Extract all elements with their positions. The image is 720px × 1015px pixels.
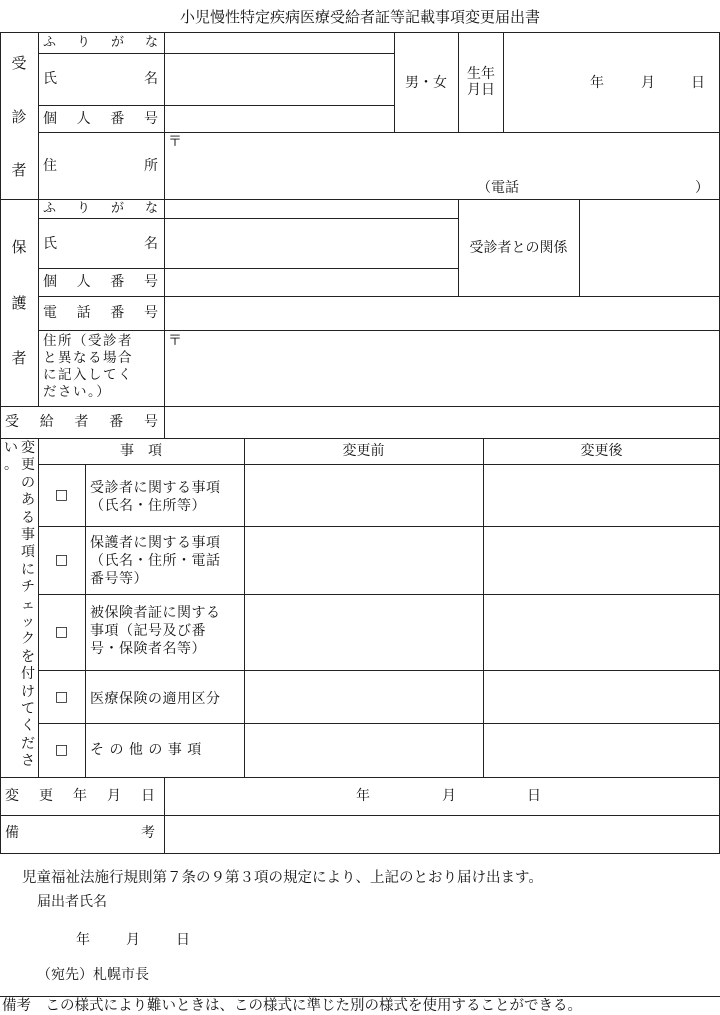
patient-phone-label: （電話 — [477, 180, 519, 196]
change-date-field[interactable] — [166, 778, 719, 814]
patient-name-label: 氏 名 — [43, 71, 158, 87]
change-item-checkbox[interactable]: □ — [54, 624, 69, 640]
patient-birth-month-unit: 月 — [641, 75, 655, 91]
patient-address-field[interactable] — [166, 150, 719, 176]
change-before-field[interactable] — [246, 672, 482, 722]
change-item-checkbox[interactable]: □ — [54, 487, 69, 503]
declaration-addressee: （宛先）札幌市長 — [37, 967, 149, 983]
recipient-number-field[interactable] — [166, 407, 719, 437]
patient-address-label: 住 所 — [43, 158, 158, 174]
change-date-label: 変 更 年 月 日 — [5, 788, 155, 804]
change-after-field[interactable] — [485, 596, 718, 669]
remarks-label: 備 考 — [5, 825, 155, 841]
change-item-label: 保護者に関する事項 （氏名・住所・電話 番号等） — [90, 535, 221, 588]
patient-birthdate-label — [459, 66, 503, 98]
footnote: 備考 この様式により難いときは、この様式に準じた別の様式を使用することができる。 — [2, 998, 582, 1014]
patient-birthdate-text: 生年月日 — [467, 66, 495, 99]
patient-furigana-label: ふ り が な — [43, 35, 158, 50]
guardian-mynumber-field[interactable] — [166, 269, 457, 295]
guardian-address-field[interactable] — [166, 350, 719, 404]
declaration-day-unit: 日 — [176, 932, 190, 948]
patient-phone-close: ） — [695, 180, 709, 196]
change-item-label: 受診者に関する事項 （氏名・住所等） — [90, 480, 221, 515]
guardian-address-label: 住所（受診者 と異なる場合 に記入してく ださい。） — [43, 333, 133, 400]
guardian-section-label: 保 護 者 — [11, 238, 27, 367]
change-after-field[interactable] — [485, 725, 718, 776]
guardian-postal-mark: 〒 — [168, 333, 182, 349]
declaration-year-unit: 年 — [76, 932, 90, 948]
change-date-year-unit: 年 — [356, 788, 370, 804]
change-after-field[interactable] — [485, 528, 718, 593]
patient-phone-field[interactable] — [522, 178, 692, 196]
change-before-field[interactable] — [246, 596, 482, 669]
patient-furigana-field[interactable] — [166, 33, 393, 52]
changes-side-note — [2, 441, 38, 775]
change-item-label: そ の 他 の 事 項 — [90, 742, 202, 758]
guardian-furigana-field[interactable] — [166, 200, 457, 217]
patient-name-field[interactable] — [166, 54, 393, 104]
patient-postal-mark: 〒 — [168, 134, 182, 150]
change-after-field[interactable] — [485, 466, 718, 525]
guardian-relation-label: 受診者との関係 — [469, 240, 568, 256]
patient-birth-year-unit: 年 — [590, 75, 604, 91]
change-date-month-unit: 月 — [442, 788, 456, 804]
change-date-day-unit: 日 — [527, 788, 541, 804]
changes-col-item: 事 項 — [120, 443, 162, 459]
change-item-checkbox[interactable]: □ — [54, 742, 69, 758]
declaration-month-unit: 月 — [126, 932, 140, 948]
change-before-field[interactable] — [246, 725, 482, 776]
change-before-field[interactable] — [246, 528, 482, 593]
recipient-number-label: 受 給 者 番 号 — [5, 414, 158, 430]
changes-col-before: 変更前 — [342, 443, 385, 459]
guardian-phone-field[interactable] — [166, 297, 719, 329]
patient-mynumber-label: 個 人 番 号 — [43, 111, 158, 127]
form-title: 小児慢性特定疾病医療受給者証等記載事項変更届出書 — [179, 8, 540, 26]
declaration-statement: 児童福祉法施行規則第７条の９第３項の規定により、上記のとおり届け出ます。 — [22, 870, 543, 886]
change-after-field[interactable] — [485, 672, 718, 722]
guardian-furigana-label: ふ り が な — [43, 201, 158, 216]
patient-birth-day-unit: 日 — [691, 75, 705, 91]
guardian-relation-field[interactable] — [581, 200, 718, 295]
changes-side-note-text: 変 更 の あ る 事 項 に チ ェ ッ ク を 付 け て く だ さ い 。 — [4, 440, 35, 770]
guardian-name-label: 氏 名 — [43, 236, 158, 252]
patient-mynumber-field[interactable] — [166, 106, 393, 131]
patient-sex-selector[interactable]: 男・女 — [405, 75, 447, 91]
submitter-name-label: 届出者氏名 — [37, 894, 107, 910]
guardian-mynumber-label: 個 人 番 号 — [43, 274, 158, 290]
remarks-field[interactable] — [166, 816, 719, 852]
changes-col-after: 変更後 — [580, 443, 623, 459]
submitter-name-field[interactable] — [120, 890, 520, 912]
change-before-field[interactable] — [246, 466, 482, 525]
change-item-checkbox[interactable]: □ — [54, 552, 69, 568]
change-item-label: 被保険者証に関する 事項（記号及び番 号・保険者名等） — [90, 605, 221, 658]
guardian-phone-label: 電 話 番 号 — [43, 305, 158, 321]
guardian-name-field[interactable] — [166, 219, 457, 267]
change-item-label: 医療保険の適用区分 — [90, 691, 221, 707]
patient-birthdate-field[interactable] — [505, 34, 718, 130]
patient-section-label: 受 診 者 — [11, 54, 27, 179]
change-item-checkbox[interactable]: □ — [54, 689, 69, 705]
